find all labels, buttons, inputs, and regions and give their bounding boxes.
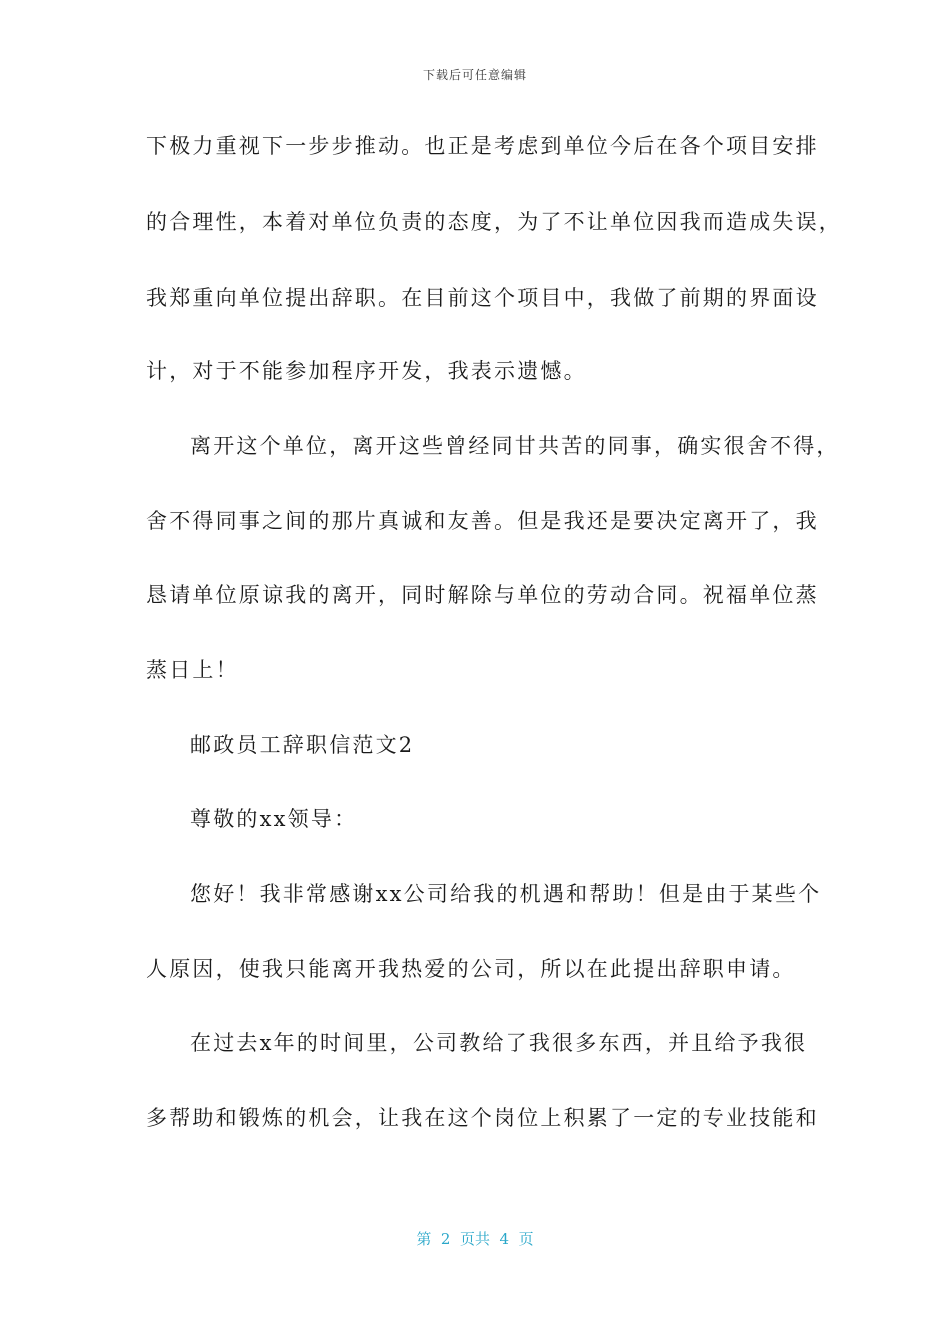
section-heading: 邮政员工辞职信范文2 [190,733,415,757]
header-note: 下载后可任意编辑 [422,68,527,82]
body-line: 计，对于不能参加程序开发，我表示遗憾。 [146,359,587,383]
body-line: 离开这个单位，离开这些曾经同甘共苦的同事，确实很舍不得， [190,434,840,458]
body-line: 蒸日上！ [146,658,239,682]
body-line: 下极力重视下一步步推动。也正是考虑到单位今后在各个项目安排 [146,134,819,158]
body-line: 舍不得同事之间的那片真诚和友善。但是我还是要决定离开了，我 [146,509,819,533]
body-line: 人原因，使我只能离开我热爱的公司，所以在此提出辞职申请。 [146,957,796,981]
page-number: 第 2 页共 4 页 [416,1230,534,1248]
body-line: 我郑重向单位提出辞职。在目前这个项目中，我做了前期的界面设 [146,286,819,310]
body-line: 恳请单位原谅我的离开，同时解除与单位的劳动合同。祝福单位蒸 [146,583,819,607]
body-line: 多帮助和锻炼的机会，让我在这个岗位上积累了一定的专业技能和 [146,1106,819,1130]
salutation: 尊敬的xx领导： [190,807,358,831]
body-line: 您好！我非常感谢xx公司给我的机遇和帮助！但是由于某些个 [190,882,822,906]
body-line: 在过去x年的时间里，公司教给了我很多东西，并且给予我很 [190,1031,808,1055]
body-line: 的合理性，本着对单位负责的态度，为了不让单位因我而造成失误， [146,210,842,234]
